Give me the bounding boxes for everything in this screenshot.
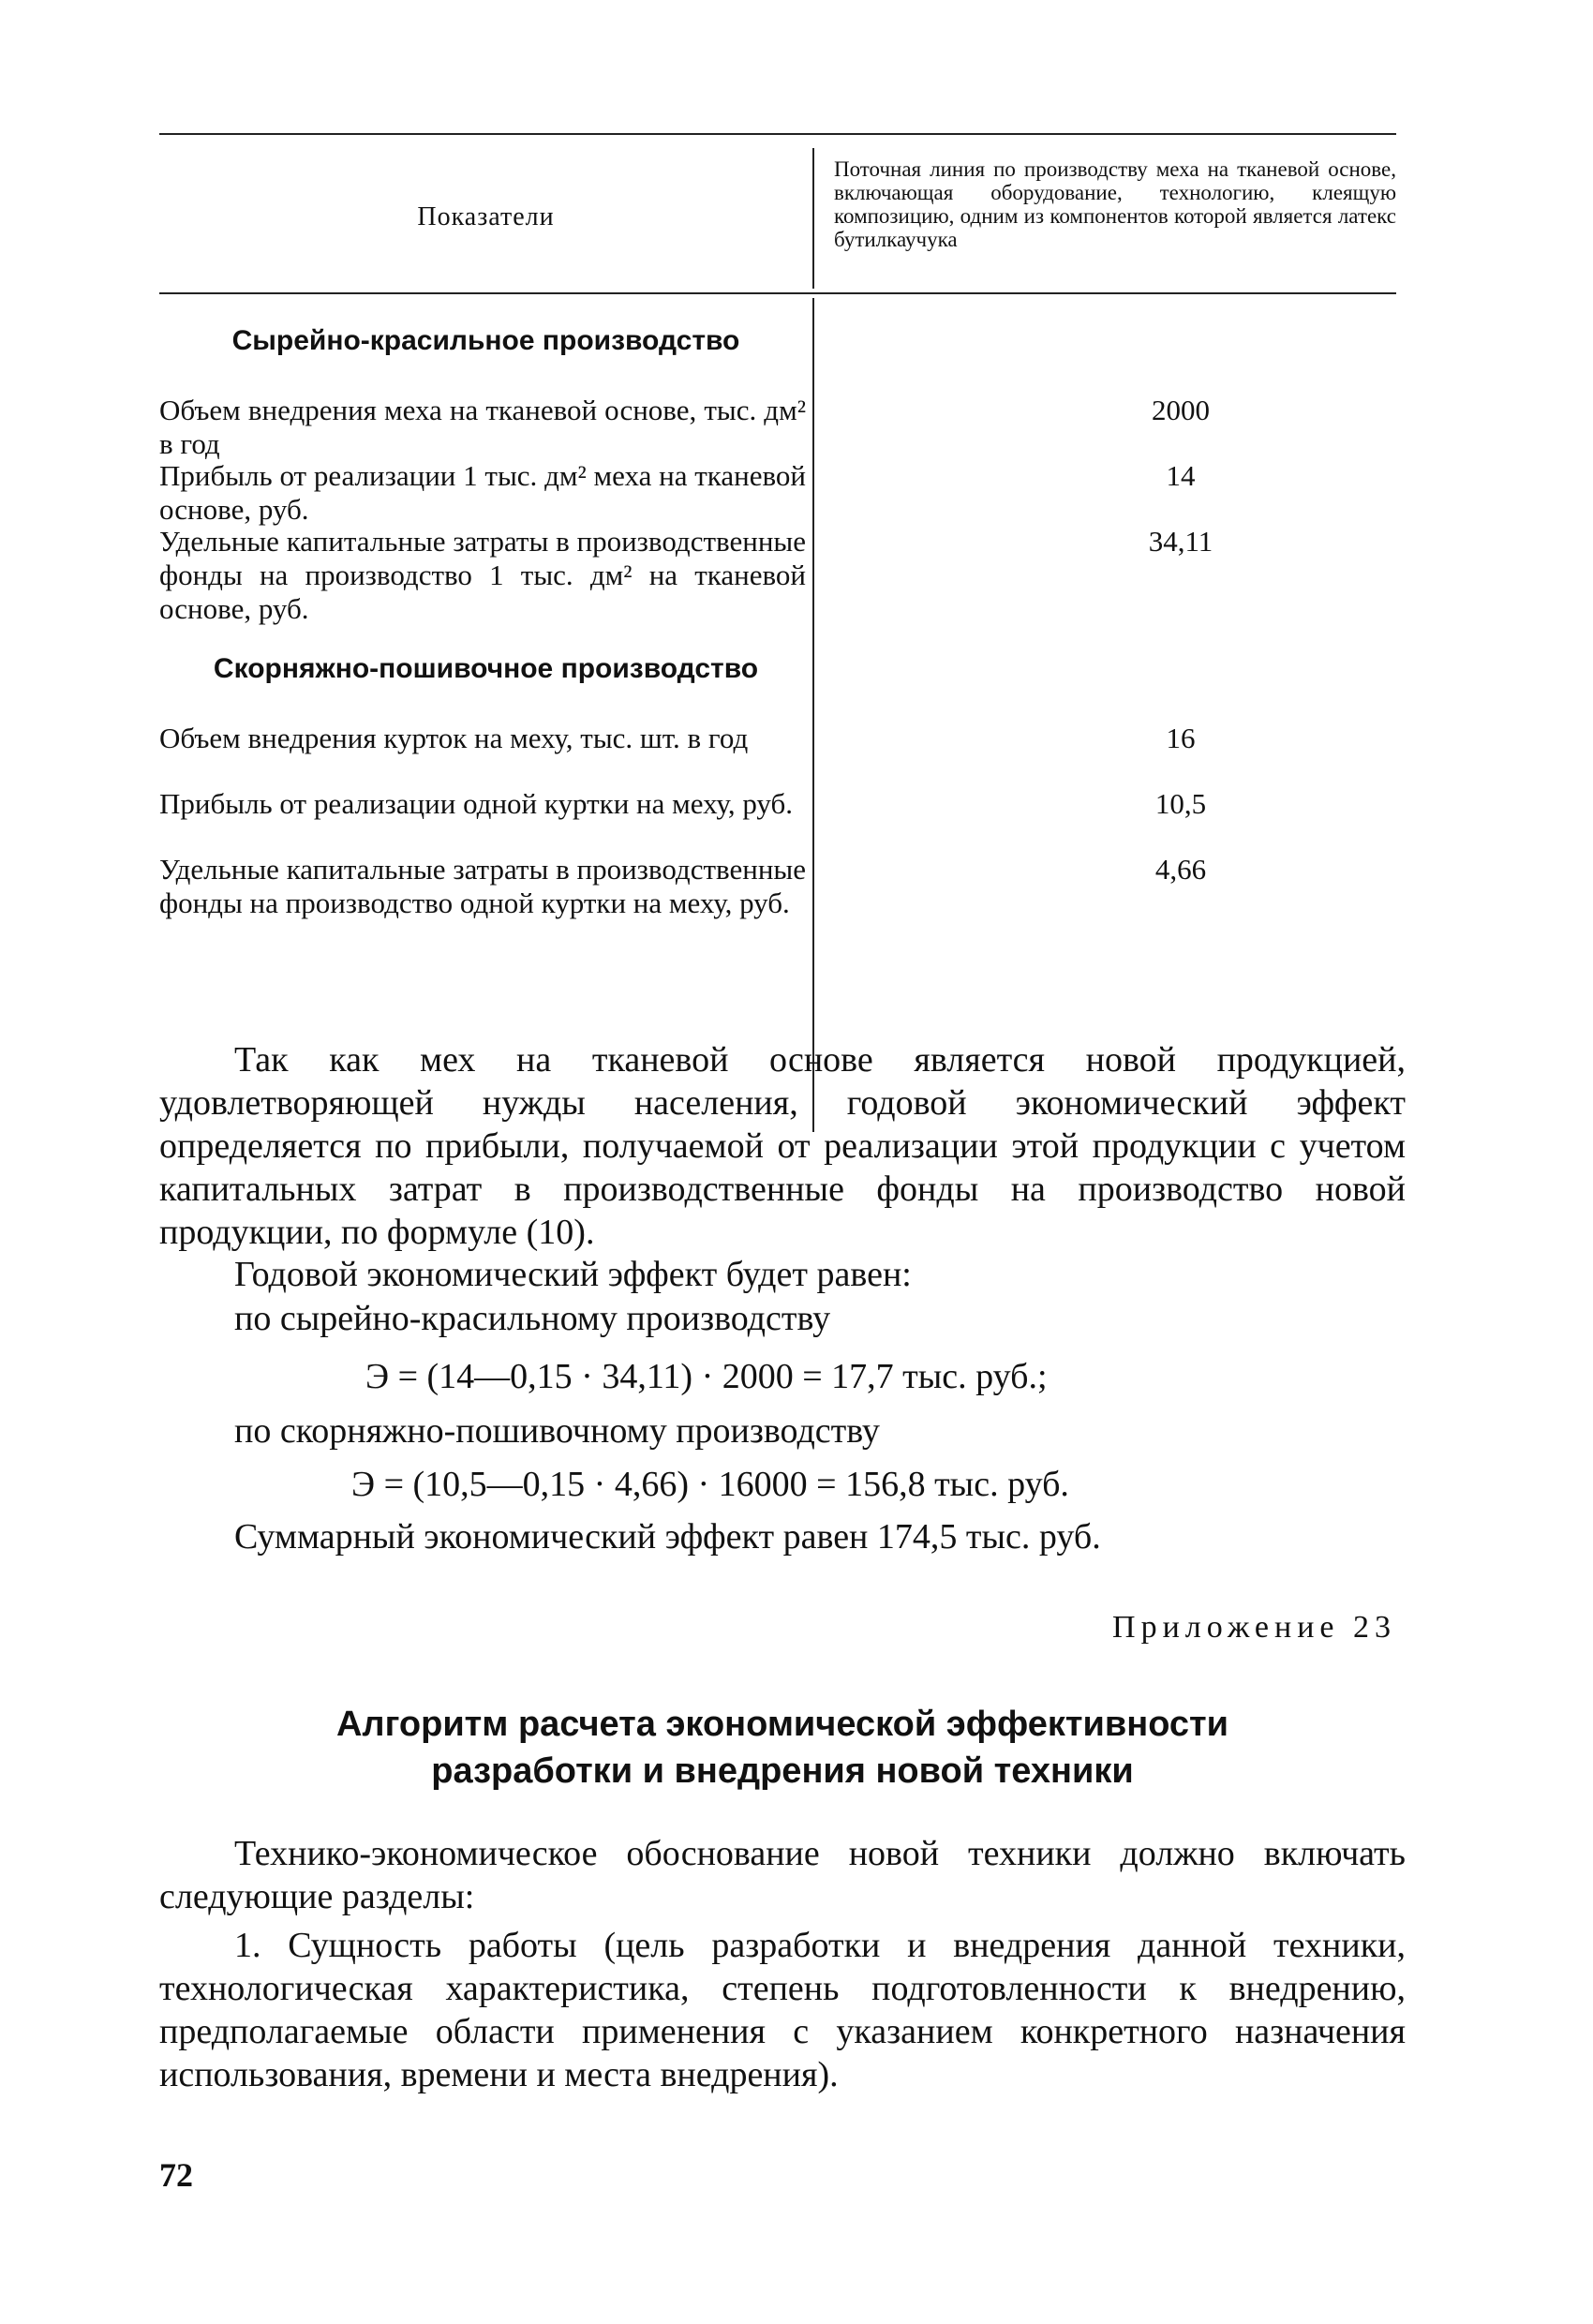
formula-sewing: Э = (10,5—0,15 · 4,66) · 16000 = 156,8 тыс. руб. xyxy=(351,1465,1069,1504)
table-header-divider xyxy=(812,148,814,289)
table-row-label: Удельные капитальные затраты в производственные фонды на производство 1 тыс. дм² на тканевой основе, руб. xyxy=(159,525,806,625)
table-row-label: Объем внедрения меха на тканевой основе, тыс. дм² в год xyxy=(159,394,806,460)
table-header-indicators: Показатели xyxy=(417,202,555,231)
appendix-heading-line2: разработки и внедрения новой техники xyxy=(431,1751,1134,1791)
table-row-value: 34,11 xyxy=(1148,525,1213,558)
table-row-value: 14 xyxy=(1166,459,1196,492)
body-line-annual-effect: Годовой экономический эффект будет равен: xyxy=(234,1255,912,1294)
appendix-paragraph-intro: Технико-экономическое обоснование новой техники должно включать следующие разделы: xyxy=(159,1834,1406,1916)
table-top-rule xyxy=(159,133,1396,135)
appendix-paragraph-item1: 1. Сущность работы (цель разработки и внедрения данной техники, технологическая характеристика, степень подготовленности к внедрению, предполагаемые области применения с указанием конкретного назначения использования, времени и места внедрения). xyxy=(159,1926,1406,2094)
appendix-heading-line1: Алгоритм расчета экономической эффективности xyxy=(335,1705,1229,1744)
table-row-value: 4,66 xyxy=(1154,853,1207,886)
table-row-value: 10,5 xyxy=(1154,787,1207,820)
section-title-dyeing: Сырейно-красильное производство xyxy=(231,325,740,356)
table-row-label: Прибыль от реализации 1 тыс. дм² меха на тканевой основе, руб. xyxy=(159,459,806,526)
table-header-production-line: Поточная линия по производству меха на тканевой основе, включающая оборудование, технологию, клеящую композицию, одним из компонентов которой является латекс бутилкаучука xyxy=(834,157,1396,251)
table-row-label: Объем внедрения курток на меху, тыс. шт. в год xyxy=(159,722,749,754)
table-body-divider xyxy=(812,298,814,1132)
appendix-label: Приложение 23 xyxy=(1112,1610,1396,1645)
body-line-sewing: по скорняжно-пошивочному производству xyxy=(234,1411,880,1451)
table-row-value: 16 xyxy=(1166,722,1196,754)
body-line-total: Суммарный экономический эффект равен 174,5 тыс. руб. xyxy=(234,1517,1101,1557)
page-number: 72 xyxy=(159,2156,193,2194)
table-row-label: Прибыль от реализации одной куртки на меху, руб. xyxy=(159,787,794,820)
section-title-sewing: Скорняжно-пошивочное производство xyxy=(213,653,759,684)
body-paragraph-effect: Так как мех на тканевой основе является новой продукцией, удовлетворяющей нужды населения, годовой экономический эффект определяется по прибыли, получаемой от реализации этой продукции с учетом капитальных затрат в производственные фонды на производство новой продукции, по формуле (10). xyxy=(159,1040,1406,1252)
table-row-value: 2000 xyxy=(1152,394,1210,426)
body-line-dyeing: по сырейно-красильному производству xyxy=(234,1299,831,1338)
table-header-rule xyxy=(159,292,1396,294)
table-row-label: Удельные капитальные затраты в производственные фонды на производство одной куртки на меху, руб. xyxy=(159,853,806,919)
formula-dyeing: Э = (14—0,15 · 34,11) · 2000 = 17,7 тыс. руб.; xyxy=(365,1357,1048,1396)
